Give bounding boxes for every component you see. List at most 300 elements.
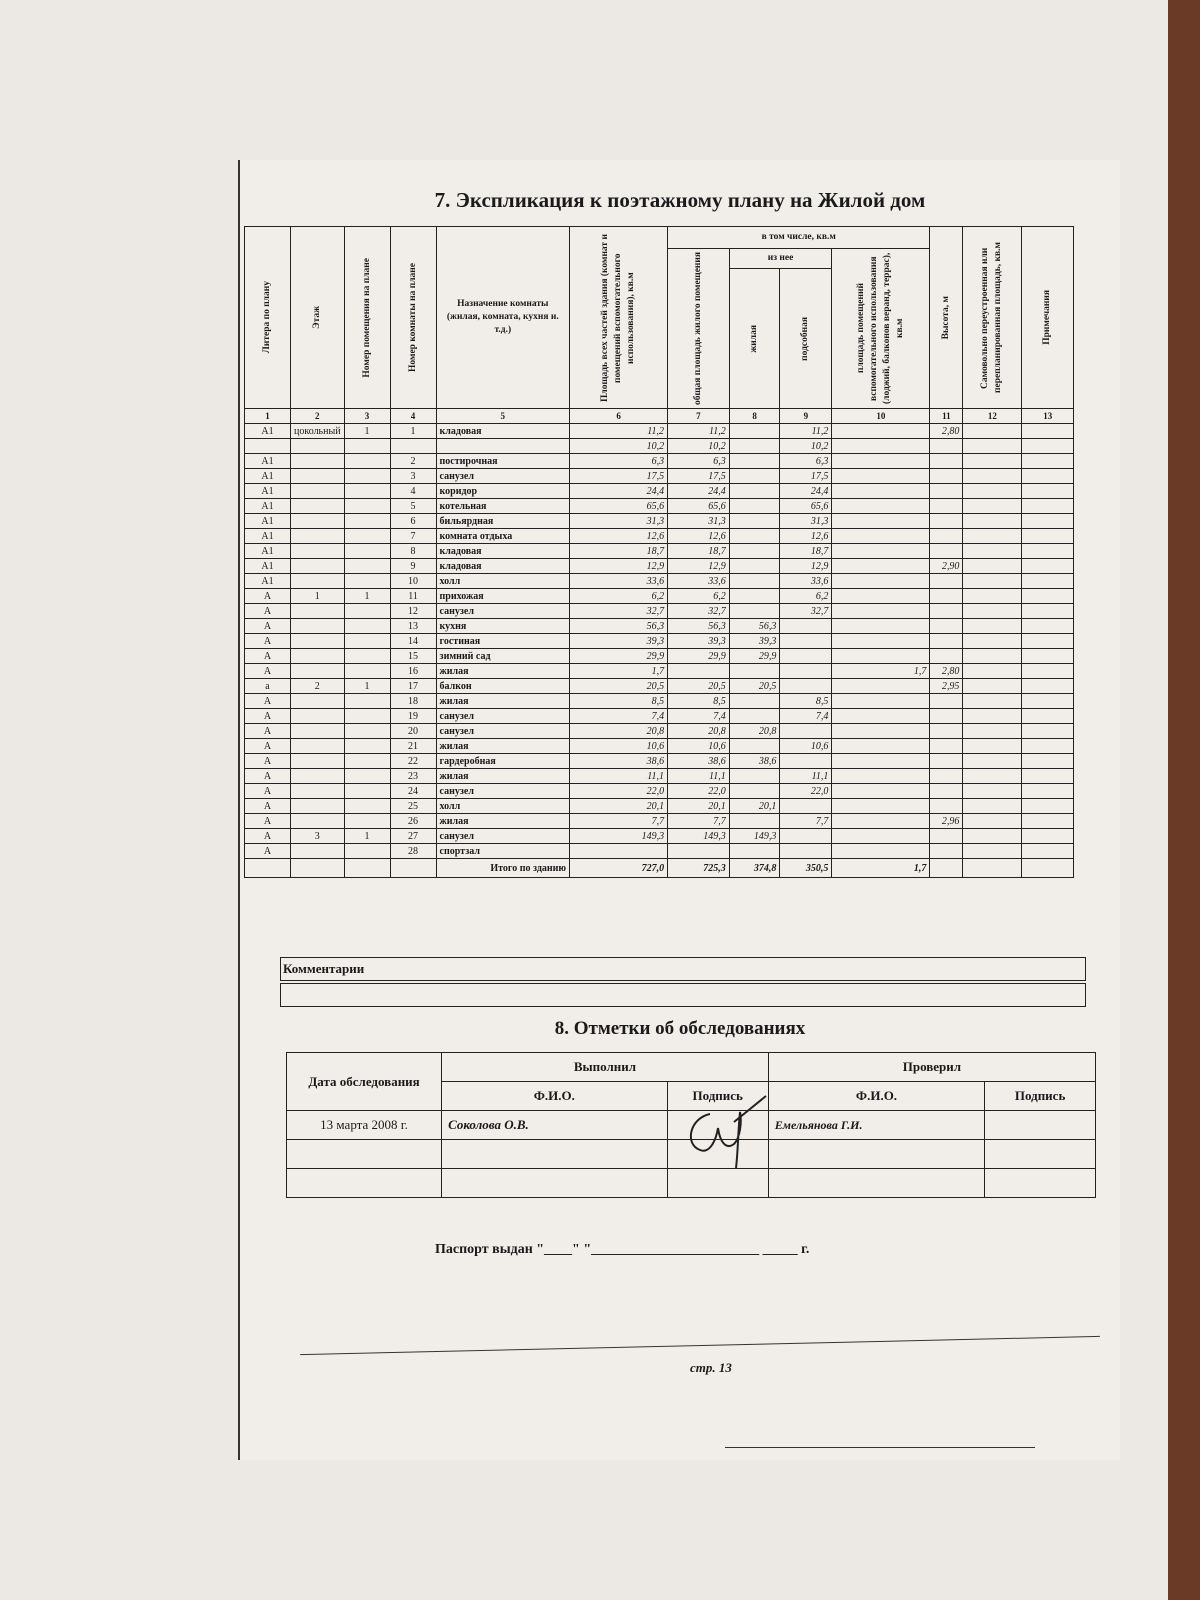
cell-living: 149,3 (729, 829, 780, 844)
column-number: 3 (344, 409, 390, 424)
cell-name: котельная (436, 499, 570, 514)
table-row (245, 769, 1074, 784)
cell-pom: 1 (344, 589, 390, 604)
total-aux: 350,5 (780, 859, 832, 878)
cell-height (930, 709, 963, 724)
cell-lit: А1 (245, 574, 291, 589)
cell-living (729, 499, 780, 514)
cell-name: бильярдная (436, 514, 570, 529)
podpis-header-1: Подпись (667, 1082, 768, 1111)
cell-empty (1022, 649, 1074, 664)
cell-total: 22,0 (570, 784, 668, 799)
cell-total: 7,7 (570, 814, 668, 829)
cell-lit: А (245, 619, 291, 634)
cell-floor (291, 739, 345, 754)
passport-line: Паспорт выдан "____" "________________________ _____ г. (435, 1242, 810, 1257)
cell-extra (832, 754, 930, 769)
cell-empty (1022, 829, 1074, 844)
total-extra: 1,7 (832, 859, 930, 878)
cell-empty (963, 829, 1022, 844)
cell-lit: А (245, 604, 291, 619)
cell-aux (780, 634, 832, 649)
cell-total: 10,2 (570, 439, 668, 454)
cell-floor (291, 559, 345, 574)
cell-pom (344, 484, 390, 499)
cell-aux: 18,7 (780, 544, 832, 559)
cell-empty (963, 619, 1022, 634)
cell-lit: А1 (245, 559, 291, 574)
cell-empty (1022, 694, 1074, 709)
header-komnata: Номер комнаты на плане (390, 227, 436, 409)
cell-pom (344, 694, 390, 709)
header-etazh: Этаж (291, 227, 345, 409)
cell-aux (780, 679, 832, 694)
cell-pom (344, 499, 390, 514)
cell-pom (344, 439, 390, 454)
bottom-line (725, 1447, 1035, 1448)
cell-extra (832, 739, 930, 754)
cell-name: кладовая (436, 424, 570, 439)
total-label: Итого по зданию (436, 859, 570, 878)
table-row (245, 829, 1074, 844)
cell-pom (344, 514, 390, 529)
cell-pom (344, 649, 390, 664)
cell-living (729, 769, 780, 784)
cell-extra (832, 814, 930, 829)
cell-name: постирочная (436, 454, 570, 469)
cell-extra (832, 484, 930, 499)
cell-living (729, 529, 780, 544)
cell-total: 6,2 (570, 589, 668, 604)
cell-kom: 20 (390, 724, 436, 739)
cell-kom: 6 (390, 514, 436, 529)
cell-lit: А1 (245, 529, 291, 544)
header-pomeschenie: Номер помещения на плане (344, 227, 390, 409)
table-row (245, 574, 1074, 589)
cell-height: 2,80 (930, 424, 963, 439)
cell-name: жилая (436, 664, 570, 679)
cell-kom: 1 (390, 424, 436, 439)
cell-living: 56,3 (729, 619, 780, 634)
cell-living (729, 484, 780, 499)
cell-empty (963, 769, 1022, 784)
cell-pom: 1 (344, 679, 390, 694)
table-row (245, 739, 1074, 754)
table-row (245, 589, 1074, 604)
cell-living (729, 844, 780, 859)
cell-floor (291, 664, 345, 679)
cell-aux: 22,0 (780, 784, 832, 799)
cell-name: гардеробная (436, 754, 570, 769)
cell-empty (1022, 679, 1074, 694)
table-row (245, 604, 1074, 619)
cell-aux: 11,2 (780, 424, 832, 439)
cell-lit: А1 (245, 484, 291, 499)
cell-extra (832, 724, 930, 739)
cell-empty (963, 454, 1022, 469)
cell-kom: 16 (390, 664, 436, 679)
cell-name: спортзал (436, 844, 570, 859)
cell-aux: 12,6 (780, 529, 832, 544)
cell-height (930, 469, 963, 484)
cell-empty (963, 469, 1022, 484)
cell-floor (291, 619, 345, 634)
cell-extra (832, 604, 930, 619)
cell-floor (291, 604, 345, 619)
cell-pom (344, 454, 390, 469)
column-number: 2 (291, 409, 345, 424)
cell-aux (780, 799, 832, 814)
cell-lit: А (245, 754, 291, 769)
cell-height (930, 844, 963, 859)
cell-living (729, 739, 780, 754)
cell-aux: 7,4 (780, 709, 832, 724)
cell-height (930, 739, 963, 754)
cell-total: 38,6 (570, 754, 668, 769)
cell-extra (832, 649, 930, 664)
cell-empty (963, 529, 1022, 544)
cell-general: 38,6 (668, 754, 730, 769)
cell-kom: 7 (390, 529, 436, 544)
cell-lit: А (245, 739, 291, 754)
cell-aux: 17,5 (780, 469, 832, 484)
cell-empty (963, 784, 1022, 799)
cell-total: 17,5 (570, 469, 668, 484)
cell-empty (963, 634, 1022, 649)
cell-aux: 24,4 (780, 484, 832, 499)
cell-total: 65,6 (570, 499, 668, 514)
header-vysota: Высота, м (930, 227, 963, 409)
cell-floor (291, 694, 345, 709)
cell-empty (1022, 619, 1074, 634)
cell-lit: А (245, 844, 291, 859)
cell-height (930, 694, 963, 709)
table-row (245, 814, 1074, 829)
cell-name: гостиная (436, 634, 570, 649)
cell-empty (1022, 499, 1074, 514)
inspection-date: 13 марта 2008 г. (287, 1111, 442, 1140)
cell-living (729, 784, 780, 799)
explication-table (244, 226, 1074, 878)
table-row (245, 634, 1074, 649)
cell-kom: 13 (390, 619, 436, 634)
cell-total: 8,5 (570, 694, 668, 709)
cell-aux: 7,7 (780, 814, 832, 829)
cell-height (930, 499, 963, 514)
cell-extra: 1,7 (832, 664, 930, 679)
cell-name: кладовая (436, 544, 570, 559)
cell-pom (344, 844, 390, 859)
table-row (245, 784, 1074, 799)
cell-kom: 12 (390, 604, 436, 619)
cell-living: 38,6 (729, 754, 780, 769)
cell-lit: А (245, 664, 291, 679)
cell-kom: 25 (390, 799, 436, 814)
cell-name: кухня (436, 619, 570, 634)
cell-floor (291, 544, 345, 559)
cell-kom: 14 (390, 634, 436, 649)
cell-floor (291, 814, 345, 829)
cell-general: 39,3 (668, 634, 730, 649)
cell-kom: 5 (390, 499, 436, 514)
cell-extra (832, 679, 930, 694)
cell-lit: А (245, 784, 291, 799)
cell-empty (1022, 634, 1074, 649)
table-row (245, 694, 1074, 709)
cell-total: 10,6 (570, 739, 668, 754)
cell-lit: А (245, 799, 291, 814)
cell-extra (832, 469, 930, 484)
table-row (245, 724, 1074, 739)
cell-general: 11,1 (668, 769, 730, 784)
cell-extra (832, 694, 930, 709)
cell-extra (832, 574, 930, 589)
column-number: 6 (570, 409, 668, 424)
cell-general: 32,7 (668, 604, 730, 619)
cell-living: 20,8 (729, 724, 780, 739)
cell-name: жилая (436, 739, 570, 754)
table-row (245, 499, 1074, 514)
cell-living: 20,5 (729, 679, 780, 694)
cell-floor (291, 784, 345, 799)
cell-empty (1022, 484, 1074, 499)
cell-total: 12,9 (570, 559, 668, 574)
column-number: 4 (390, 409, 436, 424)
cell-living: 29,9 (729, 649, 780, 664)
cell-floor (291, 769, 345, 784)
cell-name: холл (436, 799, 570, 814)
cell-empty (963, 754, 1022, 769)
table-row (245, 454, 1074, 469)
cell-aux (780, 844, 832, 859)
cell-empty (963, 514, 1022, 529)
cell-floor (291, 514, 345, 529)
cell-total: 20,1 (570, 799, 668, 814)
cell-lit: А1 (245, 424, 291, 439)
cell-height (930, 619, 963, 634)
table-row (245, 679, 1074, 694)
cell-living (729, 424, 780, 439)
cell-height (930, 799, 963, 814)
cell-extra (832, 559, 930, 574)
cell-empty (963, 679, 1022, 694)
cell-empty (1022, 559, 1074, 574)
document-page (238, 160, 1120, 1460)
table-row (245, 484, 1074, 499)
cell-extra (832, 454, 930, 469)
cell-living: 39,3 (729, 634, 780, 649)
cell-empty (963, 844, 1022, 859)
cell-total: 1,7 (570, 664, 668, 679)
cell-empty (963, 709, 1022, 724)
cell-pom (344, 469, 390, 484)
cell-general (668, 844, 730, 859)
column-number: 7 (668, 409, 730, 424)
header-zhilaya: жилая (729, 269, 780, 409)
cell-empty (963, 559, 1022, 574)
table-row (245, 844, 1074, 859)
cell-empty (1022, 514, 1074, 529)
cell-aux (780, 754, 832, 769)
cell-lit: А (245, 814, 291, 829)
cell-aux: 11,1 (780, 769, 832, 784)
cell-living (729, 589, 780, 604)
cell-extra (832, 544, 930, 559)
cell-extra (832, 784, 930, 799)
cell-kom: 22 (390, 754, 436, 769)
cell-general: 20,5 (668, 679, 730, 694)
cell-height (930, 724, 963, 739)
cell-kom: 3 (390, 469, 436, 484)
cell-empty (963, 439, 1022, 454)
cell-empty (1022, 574, 1074, 589)
cell-empty (1022, 784, 1074, 799)
cell-extra (832, 514, 930, 529)
cell-floor (291, 529, 345, 544)
cell-pom (344, 634, 390, 649)
cell-empty (963, 484, 1022, 499)
date-header: Дата обследования (287, 1053, 442, 1111)
cell-living: 20,1 (729, 799, 780, 814)
cell-name: санузел (436, 784, 570, 799)
cell-name: жилая (436, 694, 570, 709)
cell-name: жилая (436, 814, 570, 829)
header-ploshad: Площадь всех частей здания (комнат и помещений вспомогательного использования), кв.м (570, 227, 668, 409)
cell-aux (780, 649, 832, 664)
cell-total: 11,1 (570, 769, 668, 784)
cell-general: 17,5 (668, 469, 730, 484)
cell-general: 20,8 (668, 724, 730, 739)
cell-empty (963, 799, 1022, 814)
cell-aux: 8,5 (780, 694, 832, 709)
cell-lit: А (245, 829, 291, 844)
header-samovolno: Самовольно переустроенная или перепланированная площадь, кв.м (963, 227, 1022, 409)
cell-name: прихожая (436, 589, 570, 604)
cell-name: жилая (436, 769, 570, 784)
cell-pom (344, 664, 390, 679)
cell-height (930, 829, 963, 844)
cell-empty (1022, 724, 1074, 739)
header-litera: Литера по плану (245, 227, 291, 409)
cell-empty (963, 604, 1022, 619)
cell-height (930, 754, 963, 769)
cell-lit: А (245, 694, 291, 709)
cell-lit: А1 (245, 514, 291, 529)
cell-general: 18,7 (668, 544, 730, 559)
cell-empty (1022, 754, 1074, 769)
cell-lit: а (245, 679, 291, 694)
column-number: 11 (930, 409, 963, 424)
header-iz-nee: из нее (729, 249, 832, 269)
cell-floor (291, 469, 345, 484)
cell-empty (1022, 799, 1074, 814)
cell-empty (1022, 604, 1074, 619)
cell-kom: 15 (390, 649, 436, 664)
cell-empty (1022, 529, 1074, 544)
cell-aux: 10,6 (780, 739, 832, 754)
column-number: 9 (780, 409, 832, 424)
fio-proveril: Емельянова Г.И. (768, 1111, 984, 1140)
cell-living (729, 469, 780, 484)
cell-empty (1022, 814, 1074, 829)
cell-extra (832, 589, 930, 604)
cell-pom: 1 (344, 829, 390, 844)
cell-general: 65,6 (668, 499, 730, 514)
cell-lit: А (245, 709, 291, 724)
cell-general: 149,3 (668, 829, 730, 844)
cell-empty (1022, 544, 1074, 559)
cell-empty (1022, 469, 1074, 484)
podpis-header-2: Подпись (985, 1082, 1096, 1111)
cell-name: комната отдыха (436, 529, 570, 544)
cell-name: зимний сад (436, 649, 570, 664)
cell-floor (291, 634, 345, 649)
cell-total: 12,6 (570, 529, 668, 544)
cell-kom: 26 (390, 814, 436, 829)
cell-extra (832, 424, 930, 439)
cell-name (436, 439, 570, 454)
cell-general: 8,5 (668, 694, 730, 709)
cell-pom (344, 754, 390, 769)
column-numbers-row (245, 409, 1074, 424)
signature-image (680, 1092, 770, 1177)
column-number: 12 (963, 409, 1022, 424)
cell-extra (832, 439, 930, 454)
column-number: 10 (832, 409, 930, 424)
cell-total: 20,5 (570, 679, 668, 694)
cell-height (930, 649, 963, 664)
header-v-tom-chisle: в том числе, кв.м (668, 227, 930, 249)
cell-empty (1022, 739, 1074, 754)
cell-empty (963, 649, 1022, 664)
cell-floor (291, 724, 345, 739)
cell-general: 12,6 (668, 529, 730, 544)
cell-floor (291, 454, 345, 469)
cell-general: 6,2 (668, 589, 730, 604)
cell-living (729, 709, 780, 724)
cell-empty (963, 694, 1022, 709)
cell-pom (344, 709, 390, 724)
header-primechanie: Примечания (1022, 227, 1074, 409)
cell-lit: А (245, 769, 291, 784)
cell-pom (344, 559, 390, 574)
cell-name: балкон (436, 679, 570, 694)
cell-kom: 2 (390, 454, 436, 469)
cell-total: 39,3 (570, 634, 668, 649)
cell-kom: 9 (390, 559, 436, 574)
cell-total: 6,3 (570, 454, 668, 469)
cell-name: санузел (436, 724, 570, 739)
header-obshaya: общая площадь жилого помещения (668, 249, 730, 409)
cell-lit: А (245, 649, 291, 664)
cell-total: 11,2 (570, 424, 668, 439)
cell-aux (780, 619, 832, 634)
cell-empty (963, 724, 1022, 739)
cell-aux (780, 829, 832, 844)
cell-living (729, 559, 780, 574)
cell-lit: А (245, 724, 291, 739)
cell-height (930, 544, 963, 559)
cell-pom: 1 (344, 424, 390, 439)
cell-lit: А (245, 589, 291, 604)
table-row (245, 649, 1074, 664)
cell-kom (390, 439, 436, 454)
column-number: 13 (1022, 409, 1074, 424)
cell-floor (291, 649, 345, 664)
cell-total: 18,7 (570, 544, 668, 559)
cell-general: 6,3 (668, 454, 730, 469)
comments-block (280, 955, 1086, 1007)
